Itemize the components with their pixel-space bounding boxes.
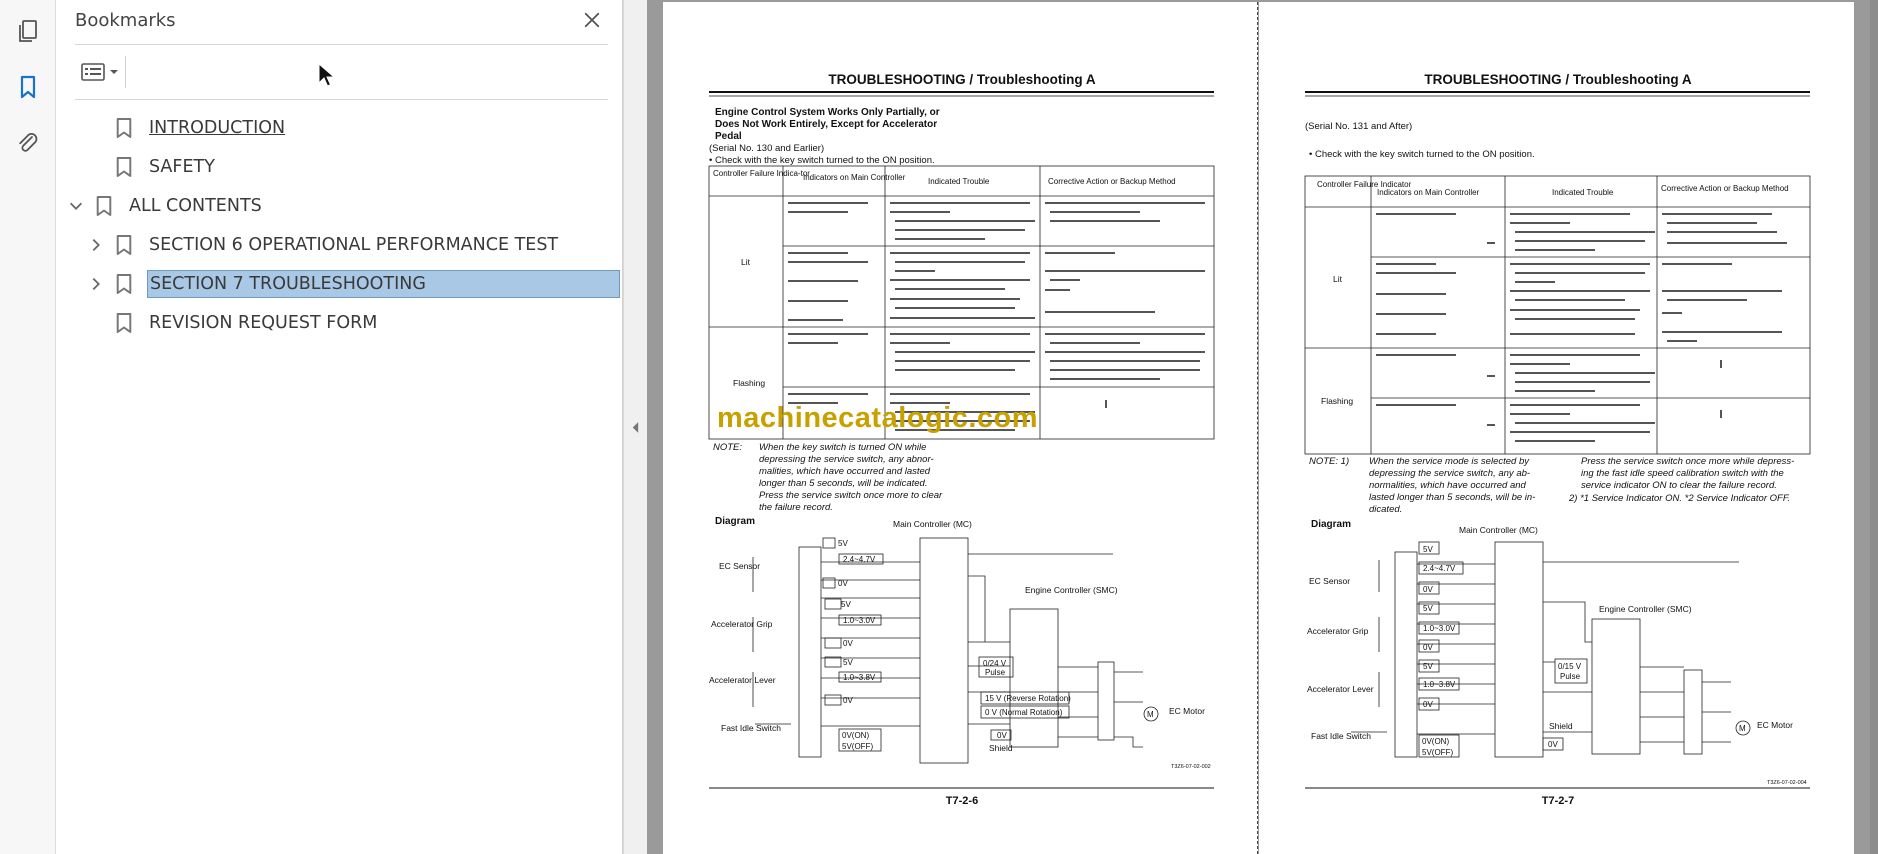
panel-title: Bookmarks (75, 9, 176, 31)
bookmark-ribbon-icon (113, 116, 135, 140)
flashing-label: Flashing (733, 378, 766, 388)
note-line: the failure record. (759, 502, 833, 513)
diagram-label: Accelerator Grip (1307, 626, 1369, 636)
bookmark-ribbon-icon (113, 272, 135, 296)
engine-controller-label: Engine Controller (SMC) (1025, 585, 1118, 595)
figure-code: T3Z6-07-02-004 (1767, 780, 1807, 786)
note-line: Press the service switch once more to clear (759, 490, 943, 501)
pulse-label: Pulse (1560, 672, 1581, 681)
diagram-label: Fast Idle Switch (721, 723, 781, 733)
pages-icon[interactable] (9, 12, 47, 50)
note-line: longer than 5 seconds, will be indicated. (759, 478, 928, 489)
bookmark-item-safety[interactable] (56, 150, 622, 184)
heading-line: Does Not Work Entirely, Except for Accelerator (715, 119, 938, 130)
bookmark-item-section-7[interactable] (56, 267, 622, 301)
voltage-label: 2.4~4.7V (843, 555, 876, 564)
note-line: When the service mode is selected by (1369, 456, 1529, 467)
table-header: Indicated Trouble (928, 177, 990, 186)
table-header: Corrective Action or Backup Method (1048, 177, 1176, 186)
voltage-label: 5V(OFF) (842, 742, 874, 751)
note-line: depressing the service switch, any abnor- (759, 454, 934, 465)
voltage-label: 5V (1423, 604, 1433, 613)
voltage-label: 0V (843, 639, 853, 648)
collapse-panel-icon[interactable] (631, 421, 640, 434)
heading-line: Engine Control System Works Only Partially, or (715, 107, 940, 118)
bookmark-label: INTRODUCTION (149, 118, 286, 138)
bookmark-ribbon-icon (113, 311, 135, 335)
flashing-label: Flashing (1321, 396, 1354, 406)
options-menu-button[interactable] (75, 56, 126, 88)
bookmark-label: SECTION 7 TROUBLESHOOTING (147, 270, 620, 298)
note-line: lasted longer than 5 seconds, will be in- (1369, 492, 1536, 503)
chevron-right-icon[interactable] (86, 235, 106, 255)
main-controller-label: Main Controller (MC) (1459, 525, 1538, 535)
lit-label: Lit (1333, 274, 1342, 284)
diagram-label: Shield (989, 743, 1013, 753)
diagram-label: EC Sensor (1309, 576, 1351, 586)
voltage-label: 0V (997, 731, 1007, 740)
panel-splitter[interactable] (623, 0, 647, 854)
note-line: When the key switch is turned ON while (759, 442, 927, 453)
bookmark-item-introduction[interactable] (56, 111, 622, 145)
diagram-label: Diagram (715, 516, 756, 527)
voltage-label: 0V (1423, 643, 1433, 652)
voltage-label: 0V (1548, 740, 1558, 749)
bookmark-label: SECTION 6 OPERATIONAL PERFORMANCE TEST (149, 235, 559, 255)
bookmark-ribbon-icon (113, 155, 135, 179)
bookmark-item-all-contents[interactable] (56, 189, 622, 223)
voltage-label: 5V (1423, 662, 1433, 671)
engine-controller-label: Engine Controller (SMC) (1599, 604, 1692, 614)
bookmark-ribbon-icon (113, 233, 135, 257)
voltage-label: 1.0~3.0V (1423, 624, 1456, 633)
voltage-label: 0V (1423, 585, 1433, 594)
voltage-label: 0V(ON) (842, 731, 870, 740)
table-header: Controller Failure Indicator (1317, 180, 1412, 189)
note-line: malities, which have occurred and lasted (759, 466, 931, 477)
pulse-label: 0/15 V (1558, 662, 1582, 671)
serial-text: (Serial No. 131 and After) (1305, 121, 1413, 132)
diagram-label: Accelerator Lever (709, 675, 776, 685)
voltage-label: 1.0~3.8V (843, 673, 876, 682)
tool-rail (0, 0, 56, 854)
table-header: Indicators on Main Controller (803, 173, 906, 182)
serial-text: (Serial No. 130 and Earlier) (709, 143, 825, 154)
page-content-right (1259, 2, 1854, 854)
rotation-label: 15 V (Reverse Rotation) (985, 694, 1071, 703)
voltage-label: 5V (838, 539, 848, 548)
note-label: NOTE: 1) (1309, 456, 1350, 467)
bookmark-item-section-6[interactable] (56, 228, 622, 262)
note-line: service indicator ON to clear the failure record. (1581, 480, 1777, 491)
heading-line: Pedal (715, 131, 742, 142)
document-page-left (663, 2, 1258, 854)
diagram-label: EC Motor (1169, 706, 1205, 716)
voltage-label: 0V (843, 696, 853, 705)
document-page-right (1259, 2, 1854, 854)
motor-symbol: M (1147, 710, 1154, 719)
note-line: Press the service switch once more while depress- (1581, 456, 1795, 467)
voltage-label: 5V(OFF) (1422, 748, 1454, 757)
note-line: ing the fast idle speed calibration switch with the (1581, 468, 1784, 479)
note-line: normalities, which have occurred and (1369, 480, 1526, 491)
page-header: TROUBLESHOOTING / Troubleshooting A (1424, 72, 1692, 87)
voltage-label: 1.0~3.8V (1423, 680, 1456, 689)
bookmark-item-revision-request-form[interactable] (56, 306, 622, 340)
dropdown-arrow-icon (109, 67, 119, 77)
diagram-label: Diagram (1311, 519, 1352, 530)
figure-code: T3Z6-07-02-002 (1171, 764, 1211, 770)
voltage-label: 0V(ON) (1422, 737, 1450, 746)
bookmark-icon[interactable] (9, 68, 47, 106)
table-header: Controller Failure Indica-tor (713, 169, 810, 178)
attachment-icon[interactable] (9, 124, 47, 162)
pulse-label: 0/24 V (983, 659, 1007, 668)
bookmarks-panel (56, 0, 623, 854)
diagram-label: Accelerator Grip (711, 619, 773, 629)
note-line: dicated. (1369, 504, 1403, 515)
options-menu-icon (81, 62, 105, 82)
diagram-label: EC Sensor (719, 561, 761, 571)
check-text: • Check with the key switch turned to the ON position. (709, 155, 935, 166)
diagram-label: EC Motor (1757, 720, 1793, 730)
table-header: Indicated Trouble (1552, 188, 1614, 197)
chevron-down-icon[interactable] (66, 196, 86, 216)
voltage-label: 5V (843, 658, 853, 667)
diagram-label: Fast Idle Switch (1311, 731, 1371, 741)
main-controller-label: Main Controller (MC) (893, 519, 972, 529)
mouse-cursor-icon (318, 63, 336, 89)
note-line: 2) *1 Service Indicator ON. *2 Service Indicator OFF. (1569, 493, 1791, 504)
table-header: Indicators on Main Controller (1377, 188, 1480, 197)
note-line: depressing the service switch, any ab- (1369, 468, 1531, 479)
table-header: Corrective Action or Backup Method (1661, 184, 1789, 193)
voltage-label: 0V (1423, 700, 1433, 709)
bookmark-label: SAFETY (149, 157, 215, 177)
voltage-label: 0V (838, 579, 848, 588)
check-text: • Check with the key switch turned to the ON position. (1309, 149, 1535, 160)
watermark-text: machinecatalogic.com (717, 402, 1039, 434)
chevron-right-icon[interactable] (86, 274, 106, 294)
diagram-label: Shield (1549, 721, 1573, 731)
page-header: TROUBLESHOOTING / Troubleshooting A (828, 72, 1096, 87)
voltage-label: 1.0~3.0V (843, 616, 876, 625)
voltage-label: 5V (841, 600, 851, 609)
lit-label: Lit (741, 257, 750, 267)
motor-symbol: M (1739, 724, 1746, 733)
page-number: T7-2-7 (1541, 795, 1575, 807)
rotation-label: 0 V (Normal Rotation) (985, 708, 1063, 717)
voltage-label: 2.4~4.7V (1423, 564, 1456, 573)
note-label: NOTE: (713, 442, 743, 453)
voltage-label: 5V (1423, 545, 1433, 554)
bookmark-ribbon-icon (93, 194, 115, 218)
diagram-label: Accelerator Lever (1307, 684, 1374, 694)
document-viewer[interactable] (647, 0, 1878, 854)
pulse-label: Pulse (985, 668, 1006, 677)
bookmark-label: REVISION REQUEST FORM (149, 313, 378, 333)
close-icon[interactable] (580, 8, 604, 32)
vertical-scrollbar[interactable] (1870, 0, 1878, 854)
bookmark-label: ALL CONTENTS (129, 196, 262, 216)
page-number: T7-2-6 (945, 795, 979, 807)
